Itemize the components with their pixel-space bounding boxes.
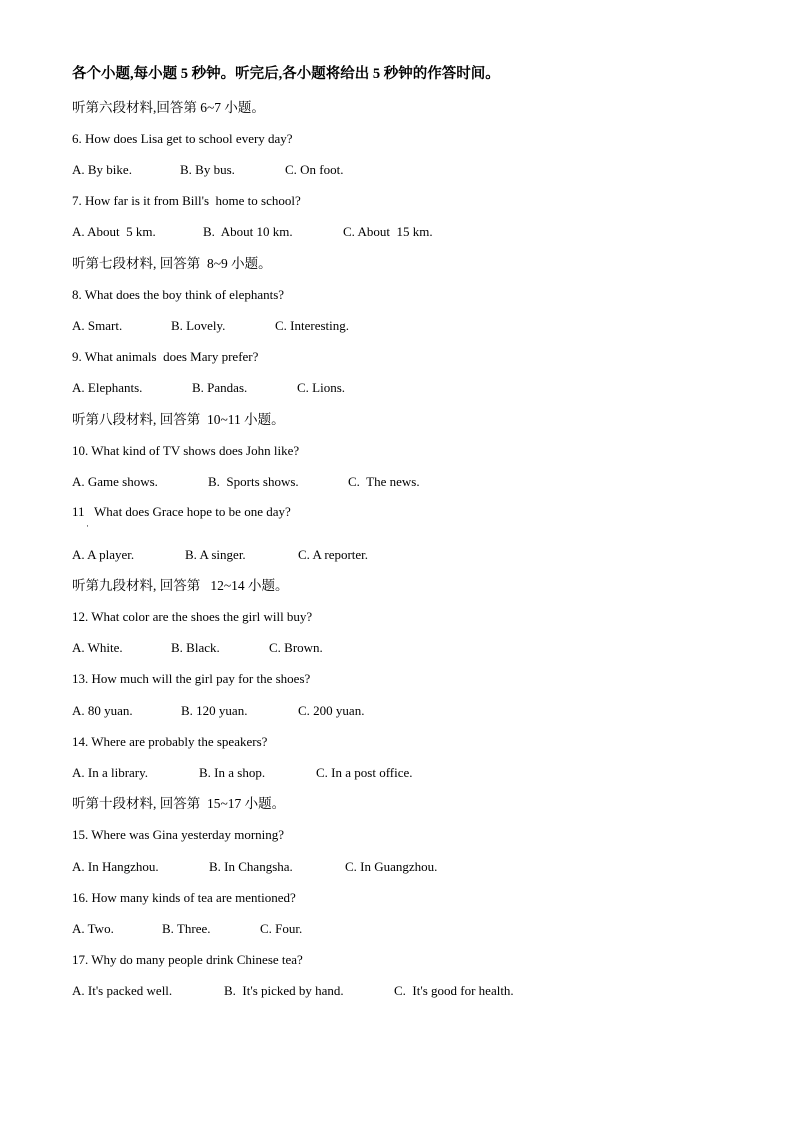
option-c: C. Brown. — [269, 640, 323, 655]
question-15: 15. Where was Gina yesterday morning? — [72, 827, 285, 842]
section-9-heading: 听第九段材料, 回答第 12~14 小题。 — [72, 578, 289, 593]
option-a: A. Game shows. — [72, 474, 158, 489]
option-b: B. In Changsha. — [209, 859, 293, 874]
option-a: A. Elephants. — [72, 380, 143, 395]
stray-dot-mark: · — [86, 521, 89, 531]
question-13: 13. How much will the girl pay for the shoes? — [72, 671, 311, 686]
option-a: A. About 5 km. — [72, 224, 156, 239]
intro-instruction: 各个小题,每小题 5 秒钟。听完后,各小题将给出 5 秒钟的作答时间。 — [72, 66, 500, 82]
option-c: C. The news. — [348, 474, 420, 489]
question-12: 12. What color are the shoes the girl will buy? — [72, 609, 313, 624]
option-c: C. Four. — [260, 921, 303, 936]
option-a: A. Two. — [72, 921, 114, 936]
option-a: A. White. — [72, 640, 123, 655]
question-11: 11 What does Grace hope to be one day? — [72, 504, 291, 519]
question-9: 9. What animals does Mary prefer? — [72, 349, 259, 364]
section-8-heading: 听第八段材料, 回答第 10~11 小题。 — [72, 412, 285, 427]
option-c: C. Lions. — [297, 380, 346, 395]
option-b: B. 120 yuan. — [181, 703, 248, 718]
question-17-options — [72, 983, 514, 1063]
option-a: A. It's packed well. — [72, 983, 173, 998]
option-c: C. Interesting. — [275, 318, 350, 333]
option-b: B. Pandas. — [192, 380, 248, 395]
option-c: C. It's good for health. — [394, 983, 514, 998]
option-c: C. On foot. — [285, 162, 344, 177]
question-6: 6. How does Lisa get to school every day? — [72, 131, 293, 146]
question-14: 14. Where are probably the speakers? — [72, 734, 268, 749]
option-b: B. By bus. — [180, 162, 235, 177]
section-7-heading: 听第七段材料, 回答第 8~9 小题。 — [72, 256, 272, 271]
question-7: 7. How far is it from Bill's home to school? — [72, 193, 301, 208]
option-c: C. In Guangzhou. — [345, 859, 438, 874]
question-8: 8. What does the boy think of elephants? — [72, 287, 285, 302]
section-10-heading: 听第十段材料, 回答第 15~17 小题。 — [72, 796, 286, 811]
option-a: A. In a library. — [72, 765, 149, 780]
option-a: A. A player. — [72, 547, 135, 562]
option-c: C. About 15 km. — [343, 224, 433, 239]
question-10: 10. What kind of TV shows does John like? — [72, 443, 300, 458]
option-c: C. 200 yuan. — [298, 703, 365, 718]
section-6-heading: 听第六段材料,回答第 6~7 小题。 — [72, 100, 265, 115]
option-b: B. A singer. — [185, 547, 246, 562]
option-b: B. Sports shows. — [208, 474, 299, 489]
option-b: B. Three. — [162, 921, 211, 936]
option-b: B. About 10 km. — [203, 224, 293, 239]
option-b: B. In a shop. — [199, 765, 266, 780]
option-a: A. Smart. — [72, 318, 123, 333]
option-c: C. A reporter. — [298, 547, 369, 562]
question-16: 16. How many kinds of tea are mentioned? — [72, 890, 296, 905]
option-c: C. In a post office. — [316, 765, 413, 780]
question-17: 17. Why do many people drink Chinese tea? — [72, 952, 303, 967]
option-a: A. In Hangzhou. — [72, 859, 159, 874]
option-b: B. Lovely. — [171, 318, 226, 333]
option-b: B. Black. — [171, 640, 220, 655]
option-a: A. 80 yuan. — [72, 703, 133, 718]
option-b: B. It's picked by hand. — [224, 983, 344, 998]
option-a: A. By bike. — [72, 162, 132, 177]
